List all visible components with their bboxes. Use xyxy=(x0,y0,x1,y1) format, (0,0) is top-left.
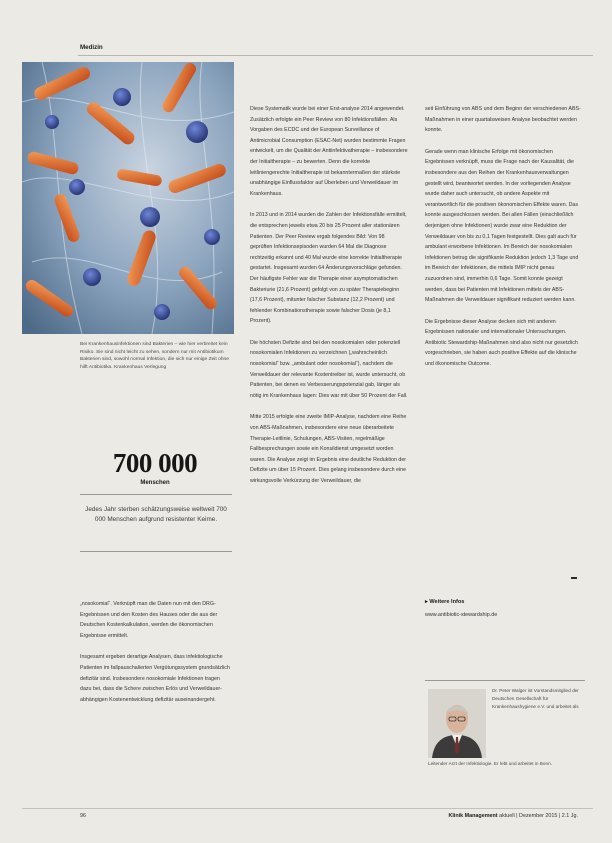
bacteria-photo xyxy=(22,62,234,334)
header-rule xyxy=(78,55,593,56)
paragraph: Die höchsten Defizite sind bei den nosokomialen oder potenziell nosokomialen Infektionen zu verzeichnen („wahrscheinlich nosokomial“ bzw. „ambulant oder nosokomial“), nachdem die Verweildauer der relevante Kostentreiber ist, wurde untersucht, ob Patienten, bei denen es Verbesserungspotenzial gab, länger als nötig im Krankenhaus lagen: Dies war mit über 50 Prozent der Fall. xyxy=(250,339,408,399)
article-end-mark xyxy=(571,577,577,579)
paragraph: In 2013 und in 2014 wurden die Zahlen der Infektionsfälle ermittelt, die entsprechen jeweils etwa 20 bis 25 Prozent aller stationären Patienten. Der Peer Review ergab folgendes Bild: Von 98 geprüften Infektionsepisoden wurden 64 Mal die Diagnose rechtzeitig erkannt und 40 Mal wurde eine korrekte Initialtherapie gestartet. Insgesamt wurden 64 Änderungsvorschläge gefunden. Der häufigste Fehler war die Therapie einer asymptomatischen Bakteriurie (21,6 Prozent) gefolgt von zu später Therapiebeginn (17,6 Prozent), mitunter falscher Substanz (12,2 Prozent) und fehlender Kombinationstherapie sowie falscher Dosis (je 8,1 Prozent). xyxy=(250,212,407,325)
paragraph: seit Einführung von ABS und dem Beginn der verschiedenen ABS-Maßnahmen in einer quartalsweisen Analyse beobachtet werden konnte. xyxy=(425,106,581,134)
highlight-unit: Menschen xyxy=(140,480,170,486)
pull-quote: Jedes Jahr sterben schätzungsweise weltweit 700 000 Menschen aufgrund resistenter Keime. xyxy=(85,506,227,523)
journal-issue: aktuell | Dezember 2015 | 2.1 Jg. xyxy=(499,813,578,819)
more-info-link[interactable]: www.antibiotic-stewardship.de xyxy=(425,612,498,618)
highlight-number: 700 000 xyxy=(112,448,198,478)
author-portrait xyxy=(428,689,486,758)
footer-rule xyxy=(22,808,593,809)
author-bio: Dr. Peter Walger ist Vorstandsmitglied der Deutschen Gesellschaft für Krankenhaushygiene e.V. und arbeitet als xyxy=(492,688,579,710)
photo-caption: Bei Krankenhausinfektionen sind Bakterien – wie hier verbreitet kein Risiko. Sie sind nicht leicht zu sehen, sondern nur mit Antibiotikum Bakterien sind, sowohl normal Infektion, die sich nur einige Zeit ohne hilft Antibiotika. Krankenhaus Verlegung xyxy=(80,342,229,370)
quote-rule-bottom xyxy=(80,551,232,552)
more-info-label: ▸ Weitere Infos xyxy=(425,599,465,605)
paragraph: „nosokomial“. Verknüpft man die Daten nun mit den DRG-Ergebnissen und den Kosten des Hauses oder die aus der Deutschen Kostenkalkulation, werden die ökonomischen Ergebnisse ermittelt. xyxy=(80,601,218,639)
text-column-2 xyxy=(250,104,408,498)
paragraph: Gerade wenn man klinische Erfolge mit ökonomischen Ergebnissen verknüpft, muss die Frage nach der Kausalität, die insbesondere aus den Reihen der Krankenhausverwaltungen gestellt wird, beantwortet werden. In der vorliegenden Analyse wurde daher auch untersucht, ob andere Aspekte mit verantwortlich für die positiven ökonomischen Effekte waren. Das konnte ausgeschlossen werden. Bei allen Fällen (einschließlich derjenigen ohne Infektionen) wurde zwar eine Reduktion der Verweildauer von bis zu 0,1 Tagen festgestellt. Dies galt auch für ambulant erworbene Infektionen. Im Bereich der nosokomialen Infektionen betrug die signifikante Reduktion jedoch 1,3 Tage und im Bereich der Infektionen, die mittels IMIP nicht genau zuzuordnen sind, immerhin 0,6 Tage. Somit konnte gezeigt werden, dass bei Patienten mit Infektionen mittels der ABS-Maßnahmen die Verweildauer signifikant reduziert werden kann. xyxy=(425,148,579,304)
paragraph: Die Ergebnisse dieser Analyse decken sich mit anderen Ergebnissen nationaler und internationaler Untersuchungen. Antibiotic Stewardship-Maßnahmen sind also nicht nur gesetzlich vorgeschrieben, sie haben auch positive Effekte auf die klinische und ökonomische Outcome. xyxy=(425,318,578,368)
text-column-3 xyxy=(425,104,581,381)
section-label: Medizin xyxy=(80,44,103,51)
page-number: 96 xyxy=(80,813,86,819)
paragraph: Mitte 2015 erfolgte eine zweite IMIP-Analyse, nachdem eine Reihe von ABS-Maßnahmen, insbesondere eine neue überarbeitete Therapie-Leitlinie, Schulungen, ABS-Visiten, regelmäßige Fallbesprechungen sowie ein Konsildienst umgesetzt worden waren. Die Analyse zeigt im Ergebnis eine deutliche Reduktion der Defizite um über 15 Prozent. Dies gelang insbesondere durch eine wirkungsvolle Verkürzung der Verweildauer, die xyxy=(250,414,407,484)
journal-name: Klinik Management xyxy=(448,813,498,819)
author-bio-continued: Leitender Arzt der Infektiologie. Er lebt und arbeitet in Bonn. xyxy=(428,761,553,766)
quote-rule-top xyxy=(80,494,232,495)
journal-footer xyxy=(448,813,578,819)
text-column-1 xyxy=(80,599,232,716)
paragraph: Diese Systematik wurde bei einer Erst-analyse 2014 angewendet. Zusätzlich erfolgte ein Peer Review von 80 Infektionsfällen. Als Vorgaben des ECDC und der European Surveillance of Antimicrobial Consumption (ESAC-Net) wurden bestimmte Fragen entwickelt, um die Qualität der Antiinfektivatherapie – insbesondere der Initialtherapie – zu bewerten. Denn die korrekte leitliniengerechte Initialtherapie ist bekanntermaßen der stärkste unabhängige Einflussfaktor auf Überleben und Verweildauer im Krankenhaus. xyxy=(250,106,408,197)
paragraph: Insgesamt ergeben derartige Analysen, dass infektiologische Patienten im fallpauschalierten Vergütungssystem grundsätzlich defizitär sind. Insbesondere nosokomiale Infektionen tragen dazu bei, dass die Schere zwischen Erlös und Verweildauer-abhängigen Kostenentwicklung defizitär auseinandergeht. xyxy=(80,654,230,703)
author-rule xyxy=(425,680,585,681)
